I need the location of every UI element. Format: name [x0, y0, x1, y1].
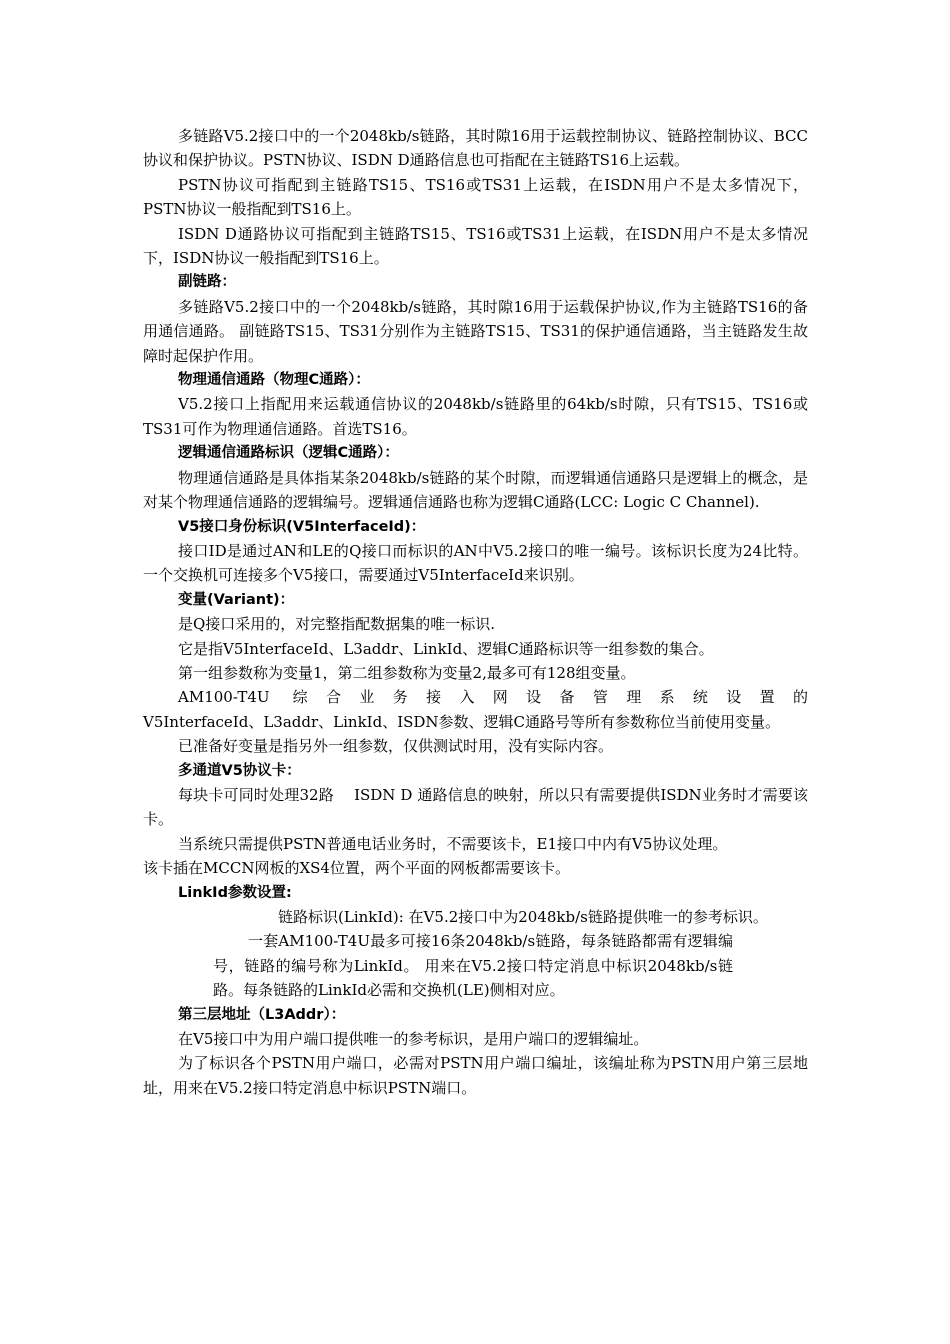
paragraph-card-slot: 该卡插在MCCN网板的XS4位置，两个平面的网板都需要该卡。	[143, 859, 570, 878]
heading-variant: 变量(Variant)：	[178, 591, 295, 608]
paragraph-isdn-d-protocol: ISDN D通路协议可指配到主链路TS15、TS16或TS31上运载，在ISDN用户不是太多情况下，ISDN协议一般指配到TS16上。	[143, 224, 808, 268]
heading-logical-c-path: 逻辑通信通路标识（逻辑C通路）：	[178, 445, 399, 462]
paragraph-current-variant-line2: V5InterfaceId、L3addr、LinkId、ISDN参数、逻辑C通路号等所有参数称位当前使用变量。	[143, 712, 781, 731]
paragraph-pstn-protocol: PSTN协议可指配到主链路TS15、TS16或TS31上运载，在ISDN用户不是太多情况下，PSTN协议一般指配到TS16上。	[143, 175, 808, 219]
paragraph-v5-interface-id: 接口ID是通过AN和LE的Q接口而标识的AN中V5.2接口的唯一编号。该标识长度为24比特。一个交换机可连接多个V5接口，需要通过V5InterfaceId来识别。	[143, 541, 808, 585]
paragraph-card-not-needed: 当系统只需提供PSTN普通电话业务时，不需要该卡，E1接口中内有V5协议处理。	[178, 834, 728, 853]
heading-v5-interface-id: V5接口身份标识(V5InterfaceId)：	[178, 518, 426, 535]
paragraph-logical-c-path: 物理通信通路是具体指某条2048kb/s链路的某个时隙，而逻辑通信通路只是逻辑上的概念，是对某个物理通信通路的逻辑编号。逻辑通信通路也称为逻辑C通路(LCC: Logic C Channel).	[143, 468, 808, 512]
paragraph-prepared-variant: 已准备好变量是指另外一组参数，仅供测试时用，没有实际内容。	[178, 737, 614, 756]
document-body	[143, 124, 808, 1100]
paragraph-physical-c-path: V5.2接口上指配用来运载通信协议的2048kb/s链路里的64kb/s时隙，只有TS15、TS16或TS31可作为物理通信通路。首选TS16。	[143, 395, 808, 438]
paragraph-l3addr-pstn: 为了标识各个PSTN用户端口，必需对PSTN用户端口编址，该编址称为PSTN用户第三层地址，用来在V5.2接口特定消息中标识PSTN端口。	[143, 1054, 808, 1097]
paragraph-secondary-link: 多链路V5.2接口中的一个2048kb/s链路，其时隙16用于运载保护协议,作为主链路TS16的备用通信通路。 副链路TS15、TS31分别作为主链路TS15、TS31的保护通信通路，当主链路发生故障时起保护作用。	[143, 297, 808, 365]
paragraph-variant-definition: 是Q接口采用的，对完整指配数据集的唯一标识.	[178, 615, 496, 634]
paragraph-current-variant-line1: AM100-T4U 综合业务接入网设备管理系统设置的	[178, 688, 808, 707]
heading-linkid-setting: LinkId参数设置:	[178, 884, 292, 901]
heading-physical-c-path: 物理通信通路（物理C通路）：	[178, 372, 370, 389]
paragraph-variant-count: 第一组参数称为变量1，第二组参数称为变量2,最多可有128组变量。	[178, 663, 636, 682]
heading-l3addr: 第三层地址（L3Addr）：	[178, 1006, 346, 1023]
paragraph-variant-parameters: 它是指V5InterfaceId、L3addr、LinkId、逻辑C通路标识等一组参数的集合。	[178, 639, 714, 658]
heading-secondary-link: 副链路：	[178, 274, 236, 291]
paragraph-main-link-ts16: 多链路V5.2接口中的一个2048kb/s链路，其时隙16用于运载控制协议、链路控制协议、BCC协议和保护协议。PSTN协议、ISDN D通路信息也可指配在主链路TS16上运载。	[143, 127, 808, 170]
paragraph-card-capacity: 每块卡可同时处理32路 ISDN D 通路信息的映射，所以只有需要提供ISDN业务时才需要该卡。	[143, 785, 808, 829]
paragraph-l3addr-definition: 在V5接口中为用户端口提供唯一的参考标识，是用户端口的逻辑编址。	[178, 1030, 649, 1049]
paragraph-linkid-usage: 一套AM100-T4U最多可接16条2048kb/s链路，每条链路都需有逻辑编号，链路的编号称为LinkId。 用来在V5.2接口特定消息中标识2048kb/s链路。每条链路的LinkId必需和交换机(LE)侧相对应。	[213, 932, 733, 1000]
heading-v5-protocol-card: 多通道V5协议卡：	[178, 762, 301, 779]
paragraph-linkid-definition: 链路标识(LinkId): 在V5.2接口中为2048kb/s链路提供唯一的参考标识。	[278, 908, 768, 926]
